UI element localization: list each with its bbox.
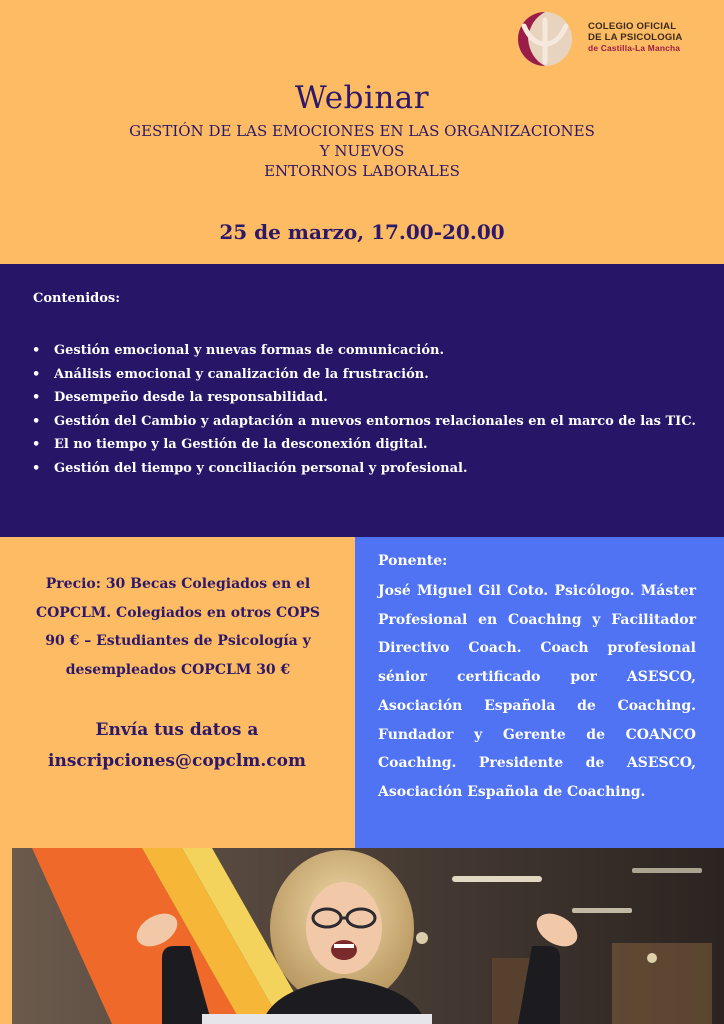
hero-photo	[12, 848, 724, 1024]
subtitle-line-1: GESTIÓN DE LAS EMOCIONES EN LAS ORGANIZACIONES	[129, 122, 595, 140]
registration-info	[12, 715, 342, 777]
speaker-section	[355, 537, 724, 848]
bullet-icon: •	[32, 366, 41, 382]
price-line-1: Precio: 30 Becas Colegiados en el	[45, 576, 311, 592]
list-item	[32, 386, 722, 410]
list-item	[32, 410, 722, 434]
list-item	[32, 457, 722, 481]
subtitle-line-3: ENTORNOS LABORALES	[264, 162, 460, 180]
logo-line-2: DE LA PSICOLOGIA	[588, 31, 683, 43]
list-item-text: Gestión emocional y nuevas formas de comunicación.	[54, 343, 444, 358]
excited-woman-image	[12, 848, 724, 1024]
pricing-section	[0, 537, 355, 848]
contents-section	[0, 264, 724, 537]
speaker-bio: José Miguel Gil Coto. Psicólogo. Máster Profesional en Coaching y Facilitador Directivo Coach. Coach profesional sénior certificado por ASESCO, Asociación Española de Coaching. Fundador y Gerente de COANCO Coaching. Presidente de ASESCO, Asociación Española de Coaching.	[378, 583, 696, 800]
price-text	[24, 570, 332, 685]
bullet-icon: •	[32, 390, 41, 405]
price-line-4: desempleados COPCLM 30 €	[65, 662, 291, 679]
list-item-text: Desempeño desde la responsabilidad.	[54, 390, 328, 405]
college-logo[interactable]	[512, 6, 712, 72]
list-item-text: Análisis emocional y canalización de la frustración.	[54, 366, 429, 382]
speaker-label: Ponente:	[378, 553, 448, 569]
psi-logo-icon	[512, 6, 578, 72]
bullet-icon: •	[32, 413, 41, 429]
event-date: 25 de marzo, 17.00-20.00	[219, 220, 505, 244]
logo-line-3: de Castilla-La Mancha	[588, 43, 681, 53]
send-label: Envía tus datos a	[95, 720, 259, 740]
list-item-text: Gestión del Cambio y adaptación a nuevos entornos relacionales en el marco de las TIC.	[54, 413, 696, 429]
bullet-icon: •	[32, 437, 41, 452]
subtitle-line-2: Y NUEVOS	[319, 142, 405, 160]
bullet-icon: •	[32, 343, 41, 358]
price-line-2: COPCLM. Colegiados en otros COPS	[35, 604, 321, 621]
logo-text	[588, 22, 683, 54]
event-subtitle	[0, 121, 724, 181]
logo-line-1: COLEGIO OFICIAL	[588, 21, 677, 32]
list-item	[32, 339, 722, 363]
contents-heading: Contenidos:	[33, 291, 121, 306]
price-line-3: 90 € – Estudiantes de Psicología y	[45, 633, 311, 650]
list-item-text: Gestión del tiempo y conciliación personal y profesional.	[54, 460, 468, 476]
list-item	[32, 433, 722, 457]
header-section	[0, 0, 724, 264]
list-item	[32, 363, 722, 387]
contents-list	[32, 339, 722, 480]
bullet-icon: •	[32, 460, 41, 476]
email-link[interactable]: inscripciones@copclm.com	[48, 751, 306, 771]
list-item-text: El no tiempo y la Gestión de la desconexión digital.	[54, 437, 428, 452]
page-title: Webinar	[294, 80, 430, 116]
